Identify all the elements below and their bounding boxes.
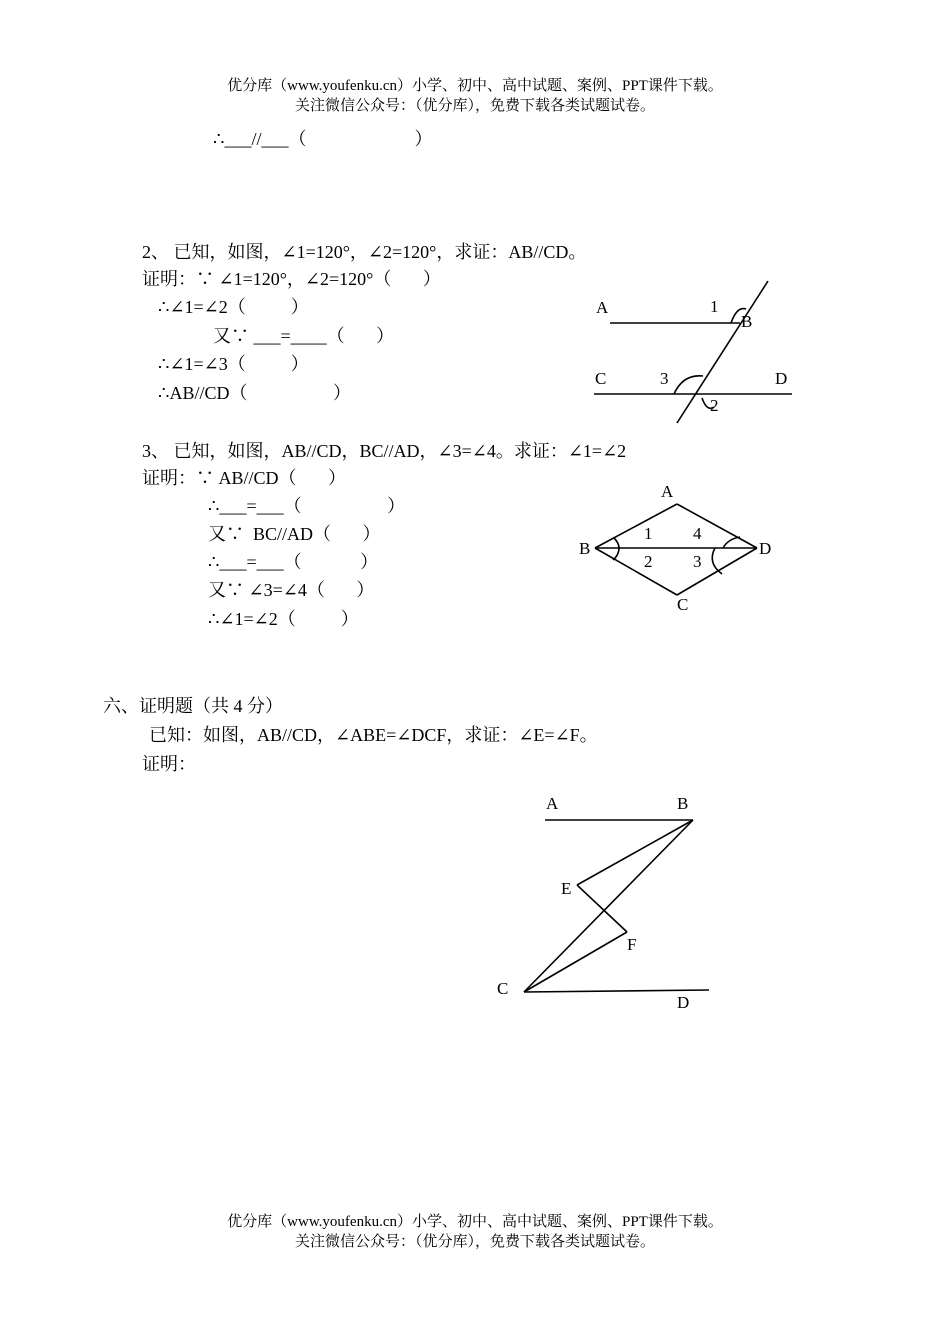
q2-figure	[594, 281, 792, 423]
q2-label-c: C	[595, 369, 607, 388]
q3-angle-4-arc	[723, 537, 740, 548]
q3-angle-2-arc	[613, 548, 619, 560]
s6-label-c: C	[497, 979, 509, 998]
section6-proof-label: 证明：	[142, 754, 196, 774]
q2-proof-line-3: 又∵ ___=____（ ）	[213, 326, 395, 346]
q2-label-b: B	[741, 312, 753, 331]
q3-label-c: C	[677, 595, 689, 614]
q2-angle-1-label: 1	[710, 297, 719, 316]
q3-label-a: A	[661, 482, 674, 501]
q2-angle-2-label: 2	[710, 396, 719, 415]
q3-label-b: B	[579, 539, 591, 558]
footer-line-1: 优分库（www.youfenku.cn）小学、初中、高中试题、案例、PPT课件下载。	[227, 1214, 723, 1230]
q2-proof-line-1: 证明：∵ ∠1=120°，∠2=120°（ ）	[142, 269, 441, 289]
q3-proof-line-6: ∴∠1=∠2（ ）	[208, 609, 359, 629]
q3-angle-4-label: 4	[693, 524, 702, 543]
q2-angle-3-label: 3	[660, 369, 669, 388]
q3-angle-3-label: 3	[693, 552, 702, 571]
section6-title: 六、证明题（共 4 分）	[103, 696, 283, 716]
s6-segment-cf	[524, 932, 627, 992]
q3-proof-line-5: 又∵ ∠3=∠4（ ）	[208, 580, 375, 600]
q3-label-d: D	[759, 539, 772, 558]
q3-angle-1-arc	[614, 538, 619, 548]
s6-line-cd	[524, 990, 709, 992]
q3-proof-line-2: ∴___=___（ ）	[208, 496, 406, 516]
s6-segment-bc	[524, 820, 693, 992]
q3-angle-2-label: 2	[644, 552, 653, 571]
q3-proof-line-1: 证明：∵ AB//CD（ ）	[142, 468, 347, 488]
q3-proof-line-4: ∴___=___（ ）	[208, 552, 379, 572]
s6-label-e: E	[561, 879, 572, 898]
s6-segment-ef	[577, 885, 627, 932]
q2-angle-3-arc	[674, 376, 703, 394]
q2-label-d: D	[775, 369, 788, 388]
footer-line-2: 关注微信公众号：（优分库），免费下载各类试题试卷。	[294, 1234, 655, 1250]
q2-transversal	[677, 281, 768, 423]
q2-label-a: A	[596, 298, 609, 317]
s6-segment-be	[577, 820, 693, 885]
q3-side-cb	[595, 548, 677, 595]
q2-proof-line-5: ∴AB//CD（ ）	[158, 383, 351, 403]
section6-given: 已知：如图，AB//CD，∠ABE=∠DCF，求证：∠E=∠F。	[149, 725, 598, 745]
s6-label-f: F	[627, 935, 637, 954]
q2-proof-line-2: ∴∠1=∠2（ ）	[158, 297, 309, 317]
q2-proof-line-4: ∴∠1=∠3（ ）	[158, 354, 309, 374]
q3-figure	[579, 482, 771, 614]
q3-side-ad	[677, 504, 757, 548]
s6-label-d: D	[677, 993, 690, 1012]
section6-figure	[497, 794, 709, 1012]
q3-side-dc	[677, 548, 757, 595]
header-line-2: 关注微信公众号：（优分库），免费下载各类试题试卷。	[294, 98, 655, 114]
q1-conclusion-line: ∴___//___（ ）	[213, 129, 433, 149]
s6-label-a: A	[546, 794, 559, 813]
q2-title: 2、 已知，如图，∠1=120°，∠2=120°，求证：AB//CD。	[142, 242, 587, 262]
q3-angle-1-label: 1	[644, 524, 653, 543]
q3-side-ba	[595, 504, 677, 548]
q3-proof-line-3: 又∵ BC//AD（ ）	[208, 524, 381, 544]
header-line-1: 优分库（www.youfenku.cn）小学、初中、高中试题、案例、PPT课件下载。	[227, 78, 723, 94]
s6-label-b: B	[677, 794, 689, 813]
q3-title: 3、 已知，如图，AB//CD，BC//AD，∠3=∠4。求证：∠1=∠2	[142, 441, 627, 461]
